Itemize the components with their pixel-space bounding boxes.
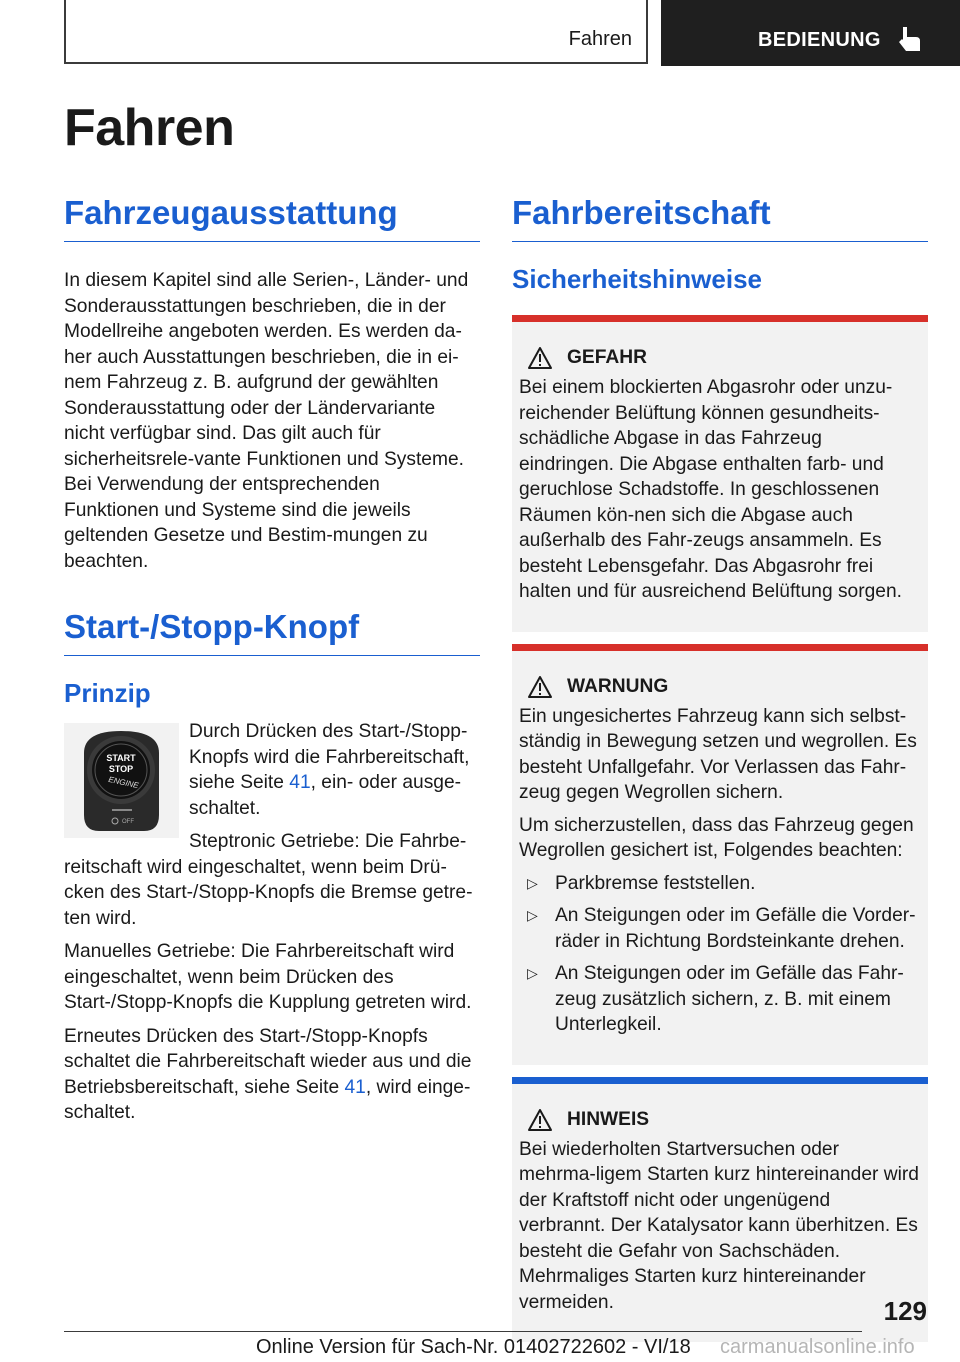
notice-box: [512, 1077, 928, 1343]
header-chapter-label: BEDIENUNG: [758, 29, 881, 51]
section-heading: Fahrbereitschaft: [512, 194, 771, 231]
section-heading-wrap: [64, 607, 480, 656]
subsection-heading: Prinzip: [64, 678, 151, 708]
text-fragment: , ein- oder ausge-schaltet.: [189, 772, 462, 819]
danger-title: GEFAHR: [567, 347, 647, 368]
list-item: [519, 871, 921, 897]
warning-title-row: [519, 675, 921, 699]
text-fragment: Durch Drücken des Start-/Stopp-Knopfs wird die Fahrbereitschaft, siehe Seite: [189, 721, 470, 793]
button-label-stop: STOP: [108, 764, 134, 774]
prinzip-body: [64, 719, 480, 1126]
right-column: [512, 193, 928, 1342]
section-heading: Fahrzeugausstattung: [64, 194, 398, 231]
manual-gear-paragraph: Manuelles Getriebe: Die Fahrbereitschaft wird eingeschaltet, wenn beim Drücken des Start-/Stopp-Knopfs die Kupplung getreten wird.: [64, 941, 472, 1013]
warning-triangle-icon: [527, 1108, 553, 1132]
notice-text: Bei wiederholten Startversuchen oder mehrma-ligem Starten kurz hintereinander wird der Kraftstoff nicht oder ungenügend verbrannt. Der Katalysator kann überhitzen. Es besteht die Gefahr von Sachschäden. Mehrmaliges Starten kurz hintereinander vermeiden.: [519, 1138, 919, 1313]
left-column: [64, 193, 480, 1134]
footer-divider: [64, 1331, 862, 1332]
danger-title-row: [519, 346, 921, 370]
warning-title: WARNUNG: [567, 675, 669, 697]
page-link[interactable]: 41: [289, 772, 311, 793]
start-stop-button-image: [64, 723, 179, 838]
warning-text: Ein ungesichertes Fahrzeug kann sich selbst-ständig in Bewegung setzen und wegrollen. Es besteht Unfallgefahr. Vor Verlassen das Fahr-zeug gegen Wegrollen sichern.: [519, 705, 917, 803]
section-heading-wrap: [512, 193, 928, 242]
steptronic-paragraph: Steptronic Getriebe: Die Fahrbe-reitschaft wird eingeschaltet, wenn beim Drü-cken des Start-/Stopp-Knopfs die Bremse getre-ten wird.: [64, 831, 473, 929]
danger-box: [512, 315, 928, 632]
list-item: [519, 961, 921, 1038]
button-label-off: OFF: [122, 819, 134, 825]
button-label-engine: ENGINE: [107, 774, 140, 791]
footer-version-text: Online Version für Sach-Nr. 01402722602 - VI/18: [256, 1336, 691, 1358]
intro-paragraph: In diesem Kapitel sind alle Serien-, Länder- und Sonderausstattungen beschrieben, die in der Modellreihe angeboten werden. Es werden da-her auch Ausstattungen beschrieben, die in ei-nem Fahrzeug z. B. aufgrund der gewählten Sonderausstattung oder der Ländervariante nicht verfügbar sind. Das gilt auch für sicherheitsrele-vante Funktionen und Systeme. Bei Verwendung der entsprechenden Funktionen und Systeme sind die jeweils geltenden Gesetze und Bestim-mungen zu beachten.: [64, 270, 469, 572]
list-item-text: An Steigungen oder im Gefälle das Fahr-zeug zusätzlich sichern, z. B. mit einem Unterlegkeil.: [555, 963, 904, 1035]
subsection-heading: Sicherheitshinweise: [512, 264, 762, 294]
triangle-bullet-icon: ▷: [527, 874, 538, 891]
list-item-text: An Steigungen oder im Gefälle die Vorder-räder in Richtung Bordsteinkante drehen.: [555, 905, 916, 952]
section-heading: Start-/Stopp-Knopf: [64, 608, 360, 645]
header-chapter-tab: [661, 0, 960, 66]
hand-pointer-icon: [894, 24, 924, 54]
triangle-bullet-icon: ▷: [527, 965, 538, 981]
danger-text: Bei einem blockierten Abgasrohr oder unzu-reichender Belüftung können gesundheits-schädliche Abgase in das Fahrzeug eindringen. Die Abgase enthalten farb- und geruchlose Schadstoffe. In geschlossenen Räumen kön-nen sich die Abgase auch außerhalb des Fahr-zeugs ansammeln. Es besteht Lebensgefahr. Das Abgasrohr frei halten und für ausreichend Belüftung sorgen.: [519, 377, 902, 602]
page-title: Fahren: [64, 99, 235, 157]
warning-box: [512, 644, 928, 1065]
section-heading-wrap: [64, 193, 480, 242]
repeat-press-paragraph: [64, 1024, 480, 1126]
page-number: 129: [883, 1296, 927, 1326]
warning-triangle-icon: [527, 346, 553, 370]
header-section-title: Fahren: [568, 28, 632, 50]
warning-text: Um sicherzustellen, dass das Fahrzeug gegen Wegrollen gesichert ist, Folgendes beachten:: [519, 814, 914, 861]
footer-watermark: carmanualsonline.info: [720, 1336, 915, 1358]
warning-triangle-icon: [527, 675, 553, 699]
page-link[interactable]: 41: [344, 1076, 366, 1098]
list-item-text: Parkbremse feststellen.: [555, 872, 756, 894]
button-label-start: START: [106, 753, 136, 763]
text-fragment: Erneutes Drücken des Start-/Stopp-Knopfs schaltet die Fahrbereitschaft wieder aus und die Betriebsbereitschaft, siehe Seite: [64, 1025, 472, 1098]
notice-title-row: [519, 1108, 921, 1132]
text-fragment: , wird einge-schaltet.: [64, 1076, 471, 1123]
notice-title: HINWEIS: [567, 1108, 650, 1130]
triangle-bullet-icon: ▷: [527, 907, 538, 923]
list-item: [519, 903, 921, 954]
header-frame: [64, 0, 648, 64]
warning-list: [519, 871, 921, 1038]
